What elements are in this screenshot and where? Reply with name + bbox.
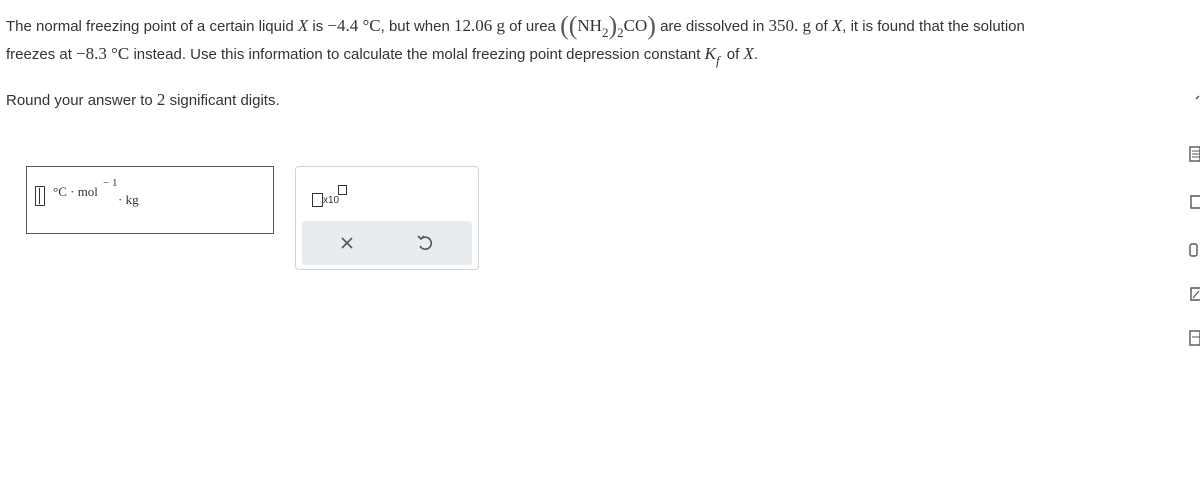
undo-button[interactable] [412,230,438,256]
exponent-box-icon [338,185,347,195]
unit-kg-label: · kg [118,192,139,207]
question-text: freezes at [6,46,77,63]
formula-subscript: 2 [601,25,609,40]
undo-icon [412,230,438,256]
formula-co: CO [623,16,648,35]
unit-exponent: − 1 [103,177,118,189]
side-toolbar [1186,90,1200,360]
constant-k: K [704,44,716,63]
answer-input[interactable] [35,186,45,206]
scientific-notation-button[interactable] [310,185,350,211]
question-text: of [810,18,832,35]
solute-mass: 12.06 g [454,16,506,35]
question-text: , but when [380,18,455,35]
question-text: instead. Use this information to calculate the molal freezing point depression constant [129,46,705,63]
math-tool-panel [295,166,479,270]
question-text: are dissolved in [655,18,769,35]
clear-button[interactable] [334,230,360,256]
notes-icon[interactable] [1188,330,1200,346]
question-line-2 [6,44,758,68]
rounding-instruction [6,90,280,110]
variable-x: X [743,44,754,63]
question-text: The normal freezing point of a certain liquid [6,18,298,35]
question-text: of urea [505,18,561,35]
formula-subscript: 2 [617,25,624,40]
question-text: is [308,18,328,35]
variable-x: X [297,16,309,35]
normal-freezing-point: −4.4 °C [327,16,381,35]
base-box-icon [312,193,323,207]
variable-x: X [831,16,843,35]
unit-label: °C · mol [53,184,98,199]
chevron-left-icon[interactable] [1188,90,1200,106]
urea-formula: ((NH2)2CO) [560,11,656,40]
tool-button-row [302,221,472,265]
constant-k-subscript: f [715,53,720,68]
formula-nh: NH [577,16,602,35]
question-text: , it is found that the solution [842,18,1025,35]
x10-label: x10 [323,195,340,206]
close-icon [334,230,360,256]
solvent-mass: 350. g [768,16,811,35]
new-freezing-point: −8.3 °C [76,44,130,63]
answer-box [26,166,274,234]
significant-digits: 2 [156,90,166,109]
question-text: Round your answer to [6,92,157,109]
calculator-icon[interactable] [1188,194,1200,210]
graph-icon[interactable] [1188,286,1200,302]
question-text: significant digits. [165,92,280,109]
question-text: . [753,46,758,63]
periodic-table-icon[interactable] [1188,242,1200,258]
data-table-icon[interactable] [1188,146,1200,162]
question-line-1 [6,8,1025,38]
question-text: of [722,46,744,63]
